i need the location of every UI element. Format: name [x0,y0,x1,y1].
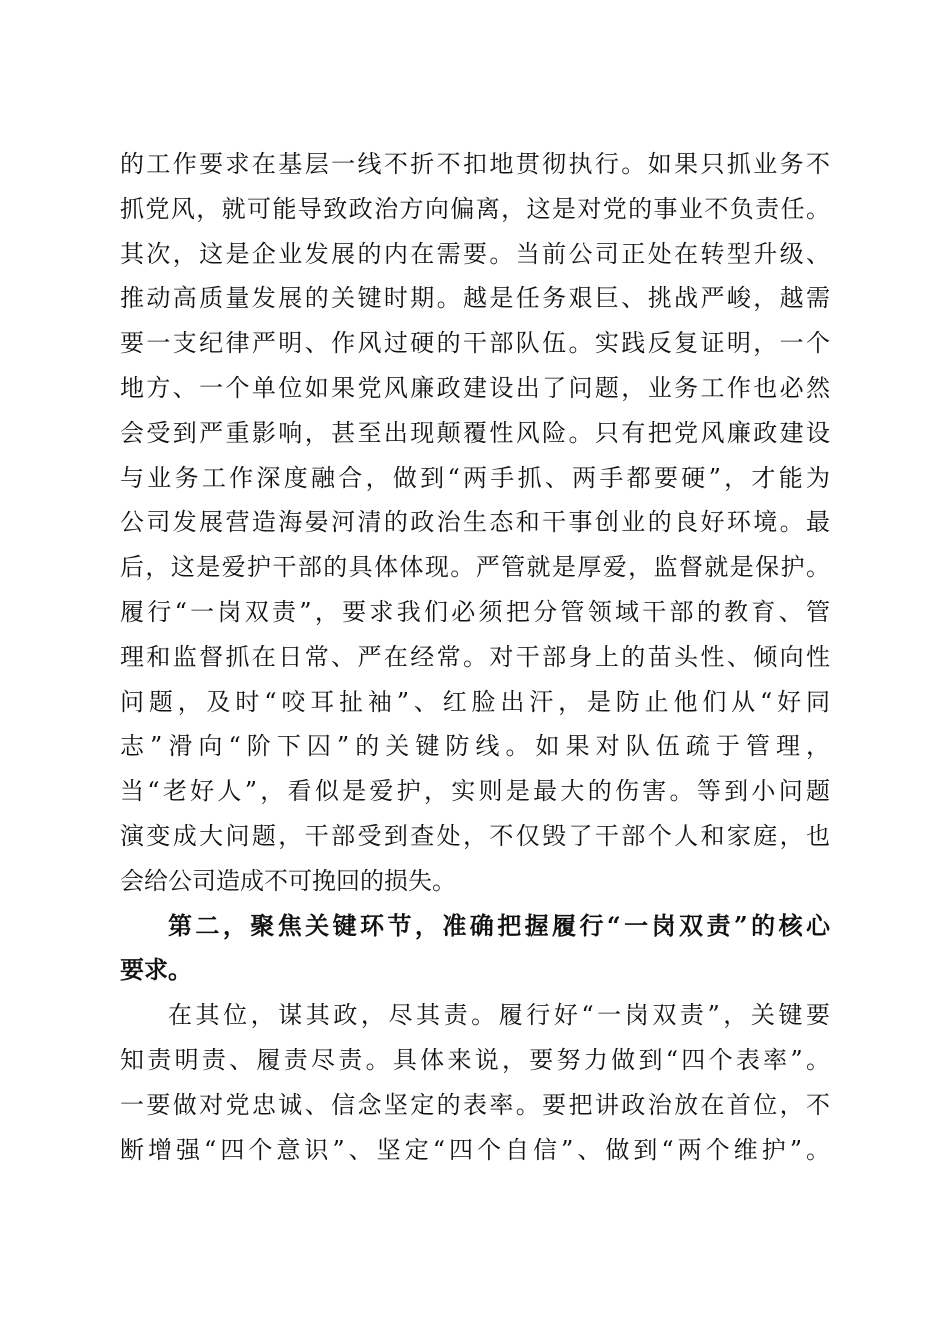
text-line: 后，这是爱护干部的具体体现。严管就是厚爱，监督就是保护。 [120,553,830,582]
text-line: 推动高质量发展的关键时期。越是任务艰巨、挑战严峻，越需 [120,284,830,313]
heading-line: 要求。 [120,955,192,985]
text-line: 会受到严重影响，甚至出现颠覆性风险。只有把党风廉政建设 [120,418,830,447]
body-paragraph-1 [120,142,830,904]
text-line: 的工作要求在基层一线不折不扣地贯彻执行。如果只抓业务不 [120,150,830,178]
body-paragraph-2 [120,993,830,1172]
text-line: 履行“一岗双责”，要求我们必须把分管领域干部的教育、管 [120,597,830,626]
text-line: 知责明责、履责尽责。具体来说，要努力做到“四个表率”。 [120,1045,830,1074]
text-line: 与业务工作深度融合，做到“两手抓、两手都要硬”，才能为 [120,463,830,492]
text-line: 其次，这是企业发展的内在需要。当前公司正处在转型升级、 [120,239,830,268]
text-line: 公司发展营造海晏河清的政治生态和干事创业的良好环境。最 [120,508,830,537]
text-line: 问题，及时“咬耳扯袖”、红脸出汗，是防止他们从“好同 [120,687,830,716]
text-line: 志”滑向“阶下囚”的关键防线。如果对队伍疏于管理， [120,732,830,761]
text-line: 地方、一个单位如果党风廉政建设出了问题，业务工作也必然 [120,373,830,402]
text-line: 在其位，谋其政，尽其责。履行好“一岗双责”，关键要 [168,1001,830,1030]
text-line: 理和监督抓在日常、严在经常。对干部身上的苗头性、倾向性 [120,642,830,671]
text-line: 抓党风，就可能导致政治方向偏离，这是对党的事业不负责任。 [120,194,830,223]
text-line: 演变成大问题，干部受到查处，不仅毁了干部个人和家庭，也 [120,821,830,850]
text-line: 断增强“四个意识”、坚定“四个自信”、做到“两个维护”。 [120,1135,830,1164]
section-heading-2 [120,904,830,994]
text-line: 要一支纪律严明、作风过硬的干部队伍。实践反复证明，一个 [120,329,830,358]
heading-line: 第二，聚焦关键环节，准确把握履行“一岗双责”的核心 [168,910,830,940]
text-line: 当“老好人”，看似是爱护，实则是最大的伤害。等到小问题 [120,777,830,806]
document-body [120,142,830,1172]
text-line: 一要做对党忠诚、信念坚定的表率。要把讲政治放在首位，不 [120,1090,830,1119]
text-line: 会给公司造成不可挽回的损失。 [120,866,456,895]
